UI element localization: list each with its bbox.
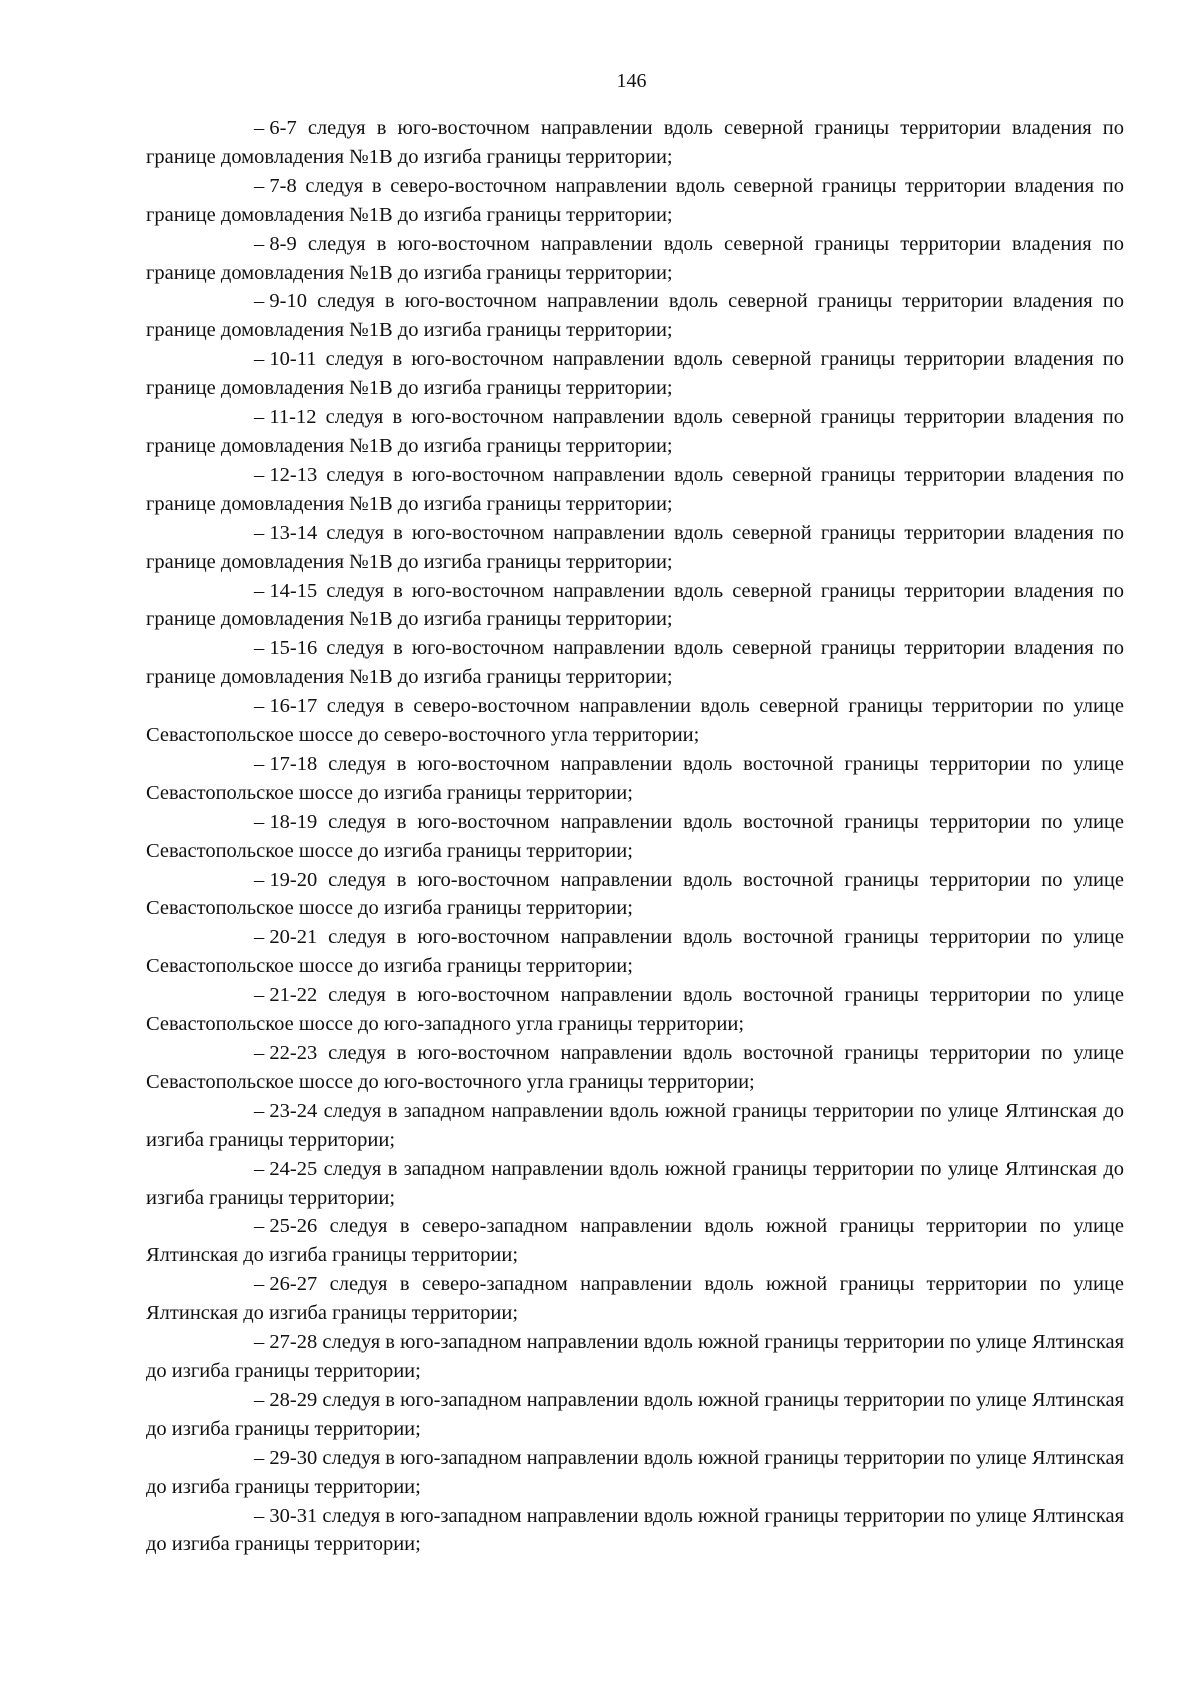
list-item <box>146 345 1124 403</box>
segment-code: – 21-22 <box>254 984 318 1007</box>
segment-code: – 16-17 <box>254 695 318 718</box>
segment-text: следуя в юго-восточном направлении вдоль северной границы территории владения по границе домовладения №1В до изгиба границы территории; <box>146 348 1124 400</box>
segment-text: следуя в юго-западном направлении вдоль южной границы территории по улице Ялтинская до изгиба границы территории; <box>146 1388 1125 1440</box>
segment-code: – 17-18 <box>254 752 318 775</box>
list-item <box>146 1444 1124 1502</box>
segment-text: следуя в юго-западном направлении вдоль южной границы территории по улице Ялтинская до изгиба границы территории; <box>146 1504 1125 1556</box>
segment-code: – 22-23 <box>254 1042 318 1064</box>
list-item <box>146 287 1124 345</box>
segment-code: – 26-27 <box>254 1273 318 1296</box>
segment-text: следуя в юго-восточном направлении вдоль северной границы территории владения по границе домовладения №1В до изгиба границы территории; <box>146 463 1124 515</box>
list-item <box>146 1155 1124 1213</box>
segment-code: – 29-30 <box>254 1446 318 1469</box>
segment-text: следуя в северо-западном направлении вдоль южной границы территории по улице Ялтинская до изгиба границы территории; <box>146 1273 1124 1325</box>
segment-code: – 27-28 <box>254 1331 318 1354</box>
segment-text: следуя в юго-западном направлении вдоль южной границы территории по улице Ялтинская до изгиба границы территории; <box>146 1446 1125 1498</box>
list-item <box>146 519 1124 577</box>
segment-text: следуя в юго-восточном направлении вдоль северной границы территории владения по границе домовладения №1В до изгиба границы территории; <box>146 579 1124 631</box>
list-item <box>146 866 1124 924</box>
segment-code: – 15-16 <box>254 637 318 660</box>
segment-text: следуя в юго-восточном направлении вдоль северной границы территории владения по границе домовладения №1В до изгиба границы территории; <box>146 521 1124 573</box>
segment-text: следуя в северо-восточном направлении вдоль северной границы территории по улице Севастопольское шоссе до северо-восточного угла территории; <box>146 695 1124 747</box>
list-item <box>146 403 1124 461</box>
page-number: 146 <box>616 70 647 92</box>
document-body <box>146 114 1124 1559</box>
segment-text: следуя в юго-восточном направлении вдоль северной границы территории владения по границе домовладения №1В до изгиба границы территории; <box>146 637 1124 689</box>
segment-text: следуя в юго-восточном направлении вдоль восточной границы территории по улице Севастопольское шоссе до изгиба границы территории; <box>146 810 1125 862</box>
list-item <box>146 1039 1124 1097</box>
segment-code: – 25-26 <box>254 1215 318 1238</box>
segment-text: следуя в юго-восточном направлении вдоль восточной границы территории по улице Севастопольское шоссе до изгиба границы территории; <box>146 868 1125 920</box>
list-item <box>146 230 1124 288</box>
segment-code: – 13-14 <box>254 521 318 544</box>
list-item <box>146 1270 1124 1328</box>
segment-text: следуя в юго-восточном направлении вдоль северной границы территории владения по границе домовладения №1В до изгиба границы территории; <box>146 290 1124 342</box>
segment-text: следуя в западном направлении вдоль южной границы территории по улице Ялтинская до изгиба границы территории; <box>146 1099 1125 1151</box>
list-item <box>146 750 1124 808</box>
segment-text: следуя в юго-восточном направлении вдоль северной границы территории владения по границе домовладения №1В до изгиба границы территории; <box>146 117 1124 168</box>
list-item <box>146 114 1124 172</box>
segment-code: – 23-24 <box>254 1099 318 1122</box>
segment-code: – 24-25 <box>254 1157 318 1180</box>
segment-code: – 30-31 <box>254 1504 318 1527</box>
segment-text: следуя в юго-восточном направлении вдоль восточной границы территории по улице Севастопольское шоссе до изгиба границы территории; <box>146 926 1125 978</box>
segment-code: – 12-13 <box>254 463 318 486</box>
segment-code: – 7-8 <box>254 174 297 197</box>
segment-code: – 20-21 <box>254 926 318 949</box>
segment-text: следуя в юго-западном направлении вдоль южной границы территории по улице Ялтинская до изгиба границы территории; <box>146 1331 1125 1382</box>
list-item <box>146 808 1124 866</box>
segment-code: – 18-19 <box>254 810 318 833</box>
list-item <box>146 923 1124 981</box>
segment-text: следуя в юго-восточном направлении вдоль северной границы территории владения по границе домовладения №1В до изгиба границы территории; <box>146 406 1124 457</box>
segment-text: следуя в юго-восточном направлении вдоль восточной границы территории по улице Севастопольское шоссе до юго-восточного угла границы территории; <box>146 1042 1125 1093</box>
list-item <box>146 172 1124 230</box>
segment-text: следуя в северо-западном направлении вдоль южной границы территории по улице Ялтинская до изгиба границы территории; <box>146 1215 1124 1267</box>
segment-text: следуя в юго-восточном направлении вдоль северной границы территории владения по границе домовладения №1В до изгиба границы территории; <box>146 232 1124 284</box>
segment-code: – 11-12 <box>254 406 317 429</box>
segment-code: – 8-9 <box>254 232 297 255</box>
list-item <box>146 577 1124 635</box>
list-item <box>146 1212 1124 1270</box>
segment-code: – 19-20 <box>254 868 318 891</box>
segment-code: – 6-7 <box>254 117 297 139</box>
segment-code: – 9-10 <box>254 290 307 313</box>
list-item <box>146 634 1124 692</box>
segment-code: – 14-15 <box>254 579 318 602</box>
list-item <box>146 1097 1124 1155</box>
segment-code: – 28-29 <box>254 1388 318 1411</box>
list-item <box>146 1328 1124 1386</box>
segment-text: следуя в северо-восточном направлении вдоль северной границы территории владения по границе домовладения №1В до изгиба границы территории; <box>146 174 1125 226</box>
list-item <box>146 692 1124 750</box>
list-item <box>146 461 1124 519</box>
list-item <box>146 1386 1124 1444</box>
segment-text: следуя в западном направлении вдоль южной границы территории по улице Ялтинская до изгиба границы территории; <box>146 1157 1125 1209</box>
segment-code: – 10-11 <box>254 348 317 371</box>
segment-text: следуя в юго-восточном направлении вдоль восточной границы территории по улице Севастопольское шоссе до изгиба границы территории; <box>146 752 1125 804</box>
list-item <box>146 1502 1124 1560</box>
segment-text: следуя в юго-восточном направлении вдоль восточной границы территории по улице Севастопольское шоссе до юго-западного угла границы территории; <box>146 984 1125 1036</box>
list-item <box>146 981 1124 1039</box>
